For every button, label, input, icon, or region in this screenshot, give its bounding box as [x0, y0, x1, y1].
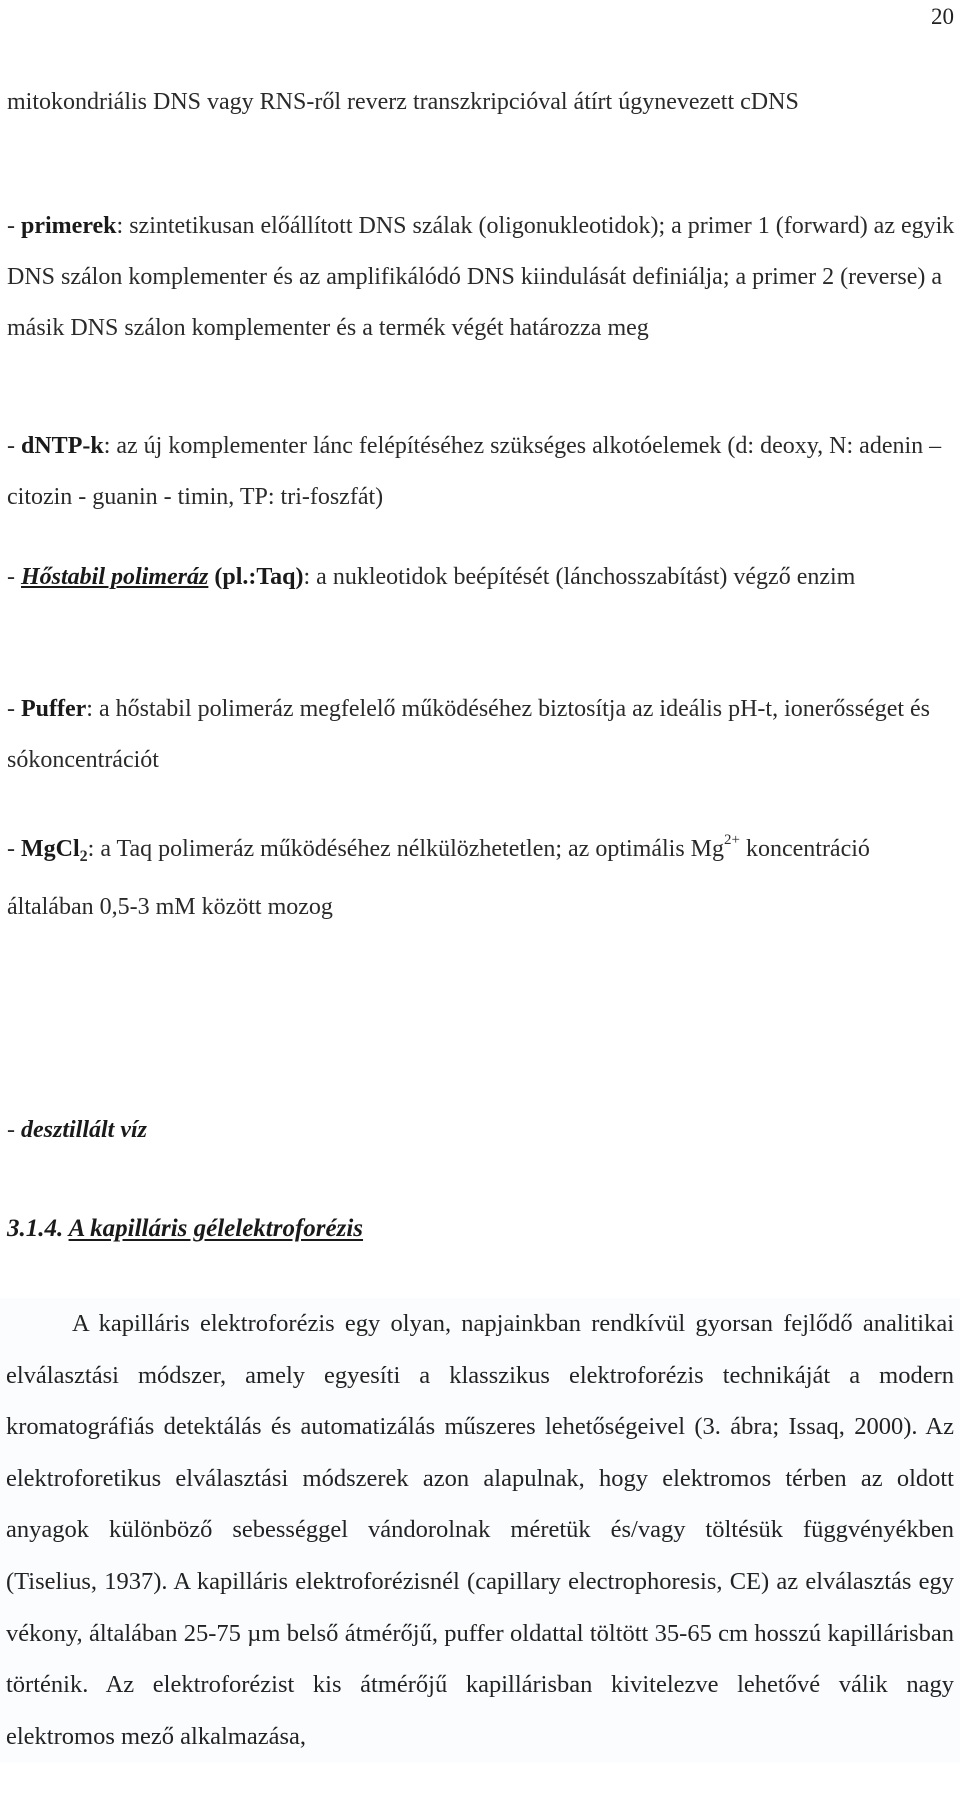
paragraph-text-continued: koncentráció általában 0,5-3 mM között mozog	[7, 836, 870, 920]
body-paragraph-text: A kapilláris elektroforézis egy olyan, napjainkban rendkívül gyorsan fejlődő analitikai elválasztási módszer, amely egyesíti a klasszikus elektroforézis technikáját a modern kromatográfiás detektálás és automatizálás műszeres lehetőségeivel (3. ábra; Issaq, 2000). Az elektroforetikus elválasztási módszerek azon alapulnak, hogy elektromos térben az oldott anyagok különböző sebességgel vándorolnak méretük és/vagy töltésük függvényékben (Tiselius, 1937). A kapilláris elektroforézisnél (capillary electrophoresis, CE) az elválasztás egy vékony, általában 25-75 µm belső átmérőjű, puffer oldattal töltött 35-65 cm hosszú kapillárisban történik. Az elektroforézist kis átmérőjű kapillárisban kivitelezve lehetővé válik nagy elektromos mező alkalmazása,	[6, 1310, 954, 1750]
term-mgcl: MgCl	[21, 836, 80, 862]
list-dash: -	[7, 564, 21, 590]
paragraph-text: : a nukleotidok beépítését (lánchosszabítást) végző enzim	[303, 564, 856, 590]
paragraph-dntp	[7, 421, 957, 523]
mg-superscript: 2+	[724, 832, 740, 848]
list-dash: -	[7, 433, 21, 459]
paragraph-text: : szintetikusan előállított DNS szálak (oligonukleotidok); a primer 1 (forward) az egyik DNS szálon komplementer és az amplifikálódó DNS kiindulását definiálja; a primer 2 (reverse) a másik DNS szálon komplementer és a termék végét határozza meg	[7, 213, 955, 341]
body-paragraph	[0, 1298, 960, 1762]
term-mgcl-subscript: 2	[79, 848, 88, 865]
list-dash: -	[7, 696, 21, 722]
section-heading	[7, 1215, 363, 1243]
paragraph-text: : a hőstabil polimeráz megfelelő működéséhez biztosítja az ideális pH-t, ionerősséget és sókoncentrációt	[7, 696, 931, 773]
paragraph-cdna	[7, 77, 957, 128]
paragraph-primers	[7, 201, 957, 354]
paragraph-distilled-water	[7, 1105, 957, 1156]
paragraph-polymerase	[7, 552, 957, 603]
paragraph-text: : az új komplementer lánc felépítéséhez szükséges alkotóelemek (d: deoxy, N: adenin – citozin - guanin - timin, TP: tri-foszfát)	[7, 433, 942, 510]
paragraph-text: mitokondriális DNS vagy RNS-ről reverz transzkripcióval átírt úgynevezett cDNS	[7, 89, 799, 115]
section-number: 3.1.4.	[7, 1215, 64, 1242]
list-dash: -	[7, 836, 21, 862]
list-dash: -	[7, 213, 21, 239]
paragraph-text: : a Taq polimeráz működéséhez nélkülözhetetlen; az optimális Mg	[87, 836, 724, 862]
section-title: A kapilláris gélelektroforézis	[68, 1215, 364, 1242]
page-number: 20	[931, 4, 954, 29]
term-dntp: dNTP-k	[21, 433, 104, 459]
list-dash: -	[7, 1117, 21, 1143]
paragraph-mgcl2	[7, 815, 957, 933]
paragraph-buffer	[7, 684, 957, 786]
term-heat-stable-polymerase: Hőstabil polimeráz	[21, 564, 209, 590]
term-taq: (pl.:Taq)	[208, 564, 304, 590]
term-primers: primerek	[21, 213, 117, 239]
term-distilled-water: desztillált víz	[21, 1117, 147, 1143]
term-buffer: Puffer	[21, 696, 87, 722]
